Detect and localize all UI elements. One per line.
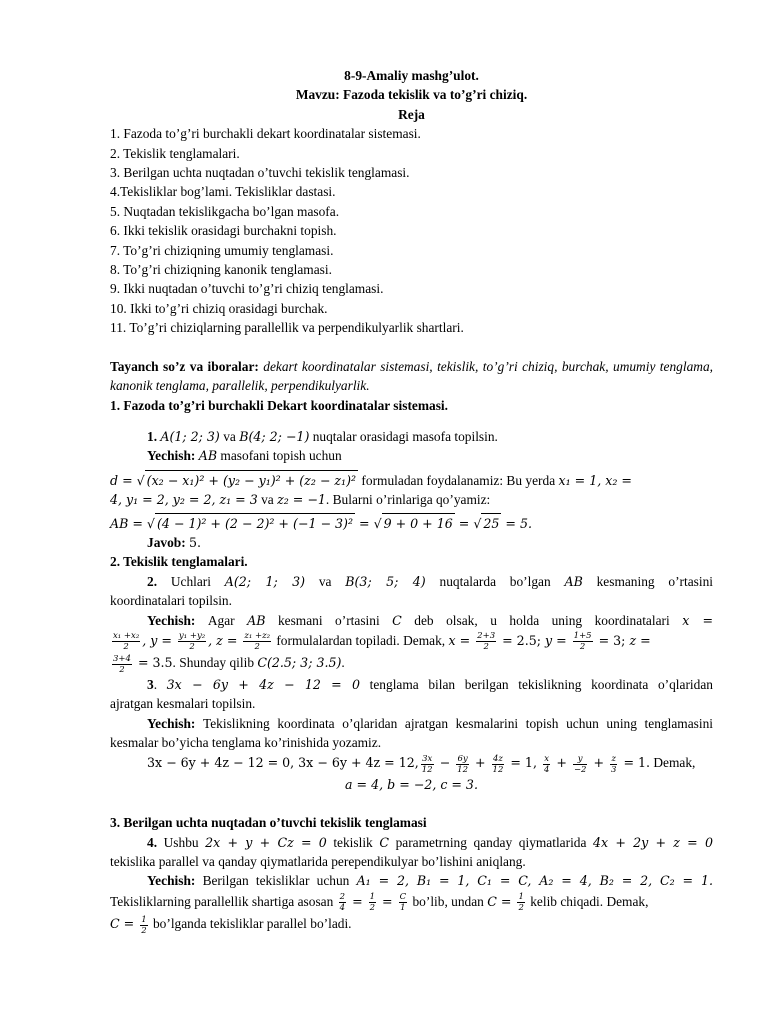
math: = 1, [506, 755, 541, 771]
fraction-denominator: −2 [573, 764, 587, 775]
solution-label: Yechish: [147, 448, 199, 464]
plan-item: 11. To’g’ri chiziqlarning parallellik va perpendikulyarlik shartlari. [110, 320, 464, 336]
math: = [454, 515, 474, 531]
fraction-numerator: 2+3 [477, 631, 496, 642]
math: A₁ = 2, B₁ = 1, C₁ = C, A₂ = 4, B₂ = 2, C₂ = 1. [356, 873, 713, 889]
math: x = [448, 632, 475, 648]
text: nuqtalar orasidagi masofa topilsin. [309, 428, 498, 444]
keywords-label: Tayanch so’z va iboralar: [110, 358, 259, 374]
math: 3x − 6y + 4z − 12 = 0, 3x − 6y + 4z = 12, [147, 755, 419, 771]
fraction-denominator: 1 [400, 903, 406, 914]
fraction [339, 892, 346, 913]
solution-1 [110, 446, 713, 465]
problem-2 [110, 572, 713, 591]
math: = [378, 893, 397, 909]
math: , y = [142, 632, 176, 648]
fraction-denominator: 2 [518, 903, 524, 914]
text: parametrning qanday qiymatlarida [388, 834, 594, 850]
intercept-equation [110, 752, 713, 774]
doc-title: 8-9-Amaliy mashg’ulot. [344, 68, 479, 83]
text: va [257, 492, 278, 508]
fraction-numerator: C [399, 892, 407, 903]
text: bo’lib, undan [409, 893, 488, 909]
math: = 1. [619, 755, 651, 771]
fraction [476, 631, 496, 652]
math: 2x + y + Cz = 0 [205, 834, 327, 850]
math: 4, y₁ = 2, y₂ = 2, z₁ = 3 [110, 492, 258, 508]
fraction-denominator: 12 [421, 764, 433, 775]
math: A(2; 1; 3) [224, 573, 306, 589]
answer-1 [110, 533, 713, 552]
text: Uchlari [170, 573, 225, 589]
math: C = [110, 916, 139, 932]
plan-item: 7. To’g’ri chiziqning umumiy tenglamasi. [110, 242, 334, 258]
math: AB [247, 612, 266, 628]
text: tenglama bilan berilgan tekislikning koordinata o’qlaridan [360, 676, 713, 692]
fraction-denominator: 12 [492, 764, 504, 775]
problem-2-cont: koordinatalari topilsin. [110, 593, 232, 609]
math: z₂ = −1 [277, 492, 326, 508]
fraction-numerator: 1 [518, 892, 524, 903]
fraction-numerator: y₁ +y₂ [178, 631, 206, 642]
plan-label: Reja [398, 106, 425, 122]
math: + [589, 755, 609, 771]
text: . Shunday qilib [172, 655, 258, 671]
math: = 3; [594, 632, 630, 648]
fraction [369, 892, 376, 913]
text: . Bularni o’rinlariga qo’yamiz: [325, 492, 491, 508]
fraction-denominator: 4 [339, 903, 346, 914]
math: + [470, 755, 490, 771]
problem-3 [110, 675, 713, 694]
fraction-denominator: 4 [543, 764, 550, 775]
text: kesmaning o’rtasini [582, 573, 714, 589]
midpoint-formulas [110, 630, 713, 652]
text: Tekisliklarning parallellik shartiga asosan [110, 893, 337, 909]
fraction-numerator: z₁ +z₂ [244, 631, 270, 642]
math: x₁ = 1, x₂ = [558, 472, 632, 488]
fraction [517, 892, 524, 913]
text: . [341, 655, 345, 671]
sqrt-expression: (4 − 1)² + (2 − 2)² + (−1 − 3)² [155, 513, 355, 533]
intercept-values [110, 775, 713, 794]
math: , z = [208, 632, 242, 648]
text: Demak, [650, 755, 696, 771]
fraction-numerator: 6y [457, 753, 468, 764]
math: y = [544, 632, 571, 648]
doc-subject: Mavzu: Fazoda tekislik va to’g’ri chiziq. [295, 87, 528, 103]
keywords-text: dekart koordinatalar sistemasi, tekislik, to’g’ri chiziq, burchak, umumiy tenglama, kanonik tenglama, parallelik, perpendikulyarlik. [110, 358, 713, 394]
math: AB = [110, 515, 147, 531]
fraction [610, 754, 617, 775]
text: formulalardan topiladi. Demak, [272, 632, 449, 648]
section-heading: 3. Berilgan uchta nuqtadan o’tuvchi tekislik tenglamasi [110, 815, 427, 831]
math: C = [487, 893, 516, 909]
text: Agar [207, 612, 248, 628]
fraction [543, 754, 550, 775]
fraction-denominator: 3 [611, 764, 617, 775]
fraction-numerator: x [544, 753, 550, 764]
plan-item: 6. Ikki tekislik orasidagi burchakni topish. [110, 223, 337, 239]
solution-label: Yechish: [147, 715, 203, 731]
midpoint-result [110, 652, 713, 674]
problem-4 [110, 833, 713, 852]
answer-value: 5. [189, 534, 202, 550]
solution-label: Yechish: [147, 612, 208, 628]
fraction [573, 754, 588, 775]
solution-4 [110, 871, 713, 890]
plan-item: 4.Tekisliklar bog’lami. Tekisliklar dastasi. [110, 184, 336, 200]
fraction [456, 754, 469, 775]
math: − [435, 755, 455, 771]
fraction-denominator: 2 [123, 642, 129, 653]
math: AB [198, 448, 218, 464]
math: B(4; 2; −1) [239, 428, 310, 444]
text: deb olsak, u holda uning koordinatalari [401, 612, 683, 628]
text: tekislik [326, 834, 380, 850]
math: = 5. [501, 515, 532, 531]
math: d = [110, 472, 137, 488]
text: masofani topish uchun [217, 448, 342, 464]
math: + [552, 755, 571, 771]
problem-number: 4. [147, 834, 164, 850]
fraction-denominator: 2 [141, 925, 147, 936]
solution-2 [110, 611, 713, 630]
math: 4x + 2y + z = 0 [593, 834, 713, 850]
text: Berilgan tekisliklar uchun [202, 873, 357, 889]
fraction-numerator: 1 [141, 914, 147, 925]
sqrt-expression: 25 [481, 513, 501, 533]
plan-list [110, 124, 713, 337]
fraction [112, 654, 132, 675]
solution-3 [110, 714, 713, 753]
problem-number: 2. [147, 573, 171, 589]
text: Ushbu [163, 834, 206, 850]
solution-label: Yechish: [147, 873, 203, 889]
math: C [379, 834, 389, 850]
text: Tekislikning koordinata o’qlaridan ajratgan kesmalarini topish uchun uning tenglamasini kesmalar bo’yicha tenglama ko’rinishida yozamiz. [110, 715, 713, 751]
math: C(2.5; 3; 3.5) [257, 655, 342, 671]
fraction [421, 754, 434, 775]
section-heading: 1. Fazoda to’g’ri burchakli Dekart koordinatalar sistemasi. [110, 397, 448, 413]
fraction [243, 631, 271, 652]
text: formuladan foydalanamiz: Bu yerda [358, 472, 559, 488]
fraction-numerator: z [611, 753, 616, 764]
text: va [219, 428, 240, 444]
plan-item: 8. To’g’ri chiziqning kanonik tenglamasi. [110, 262, 332, 278]
fraction-denominator: 2 [483, 642, 489, 653]
plan-item: 1. Fazoda to’g’ri burchakli dekart koordinatalar sistemasi. [110, 126, 421, 142]
text: kelib chiqadi. Demak, [526, 893, 649, 909]
math: B(3; 5; 4) [345, 573, 426, 589]
fraction-numerator: 4z [493, 753, 503, 764]
fraction [112, 631, 140, 652]
fraction-numerator: 1 [369, 892, 376, 903]
fraction [492, 754, 505, 775]
ab-computation: AB = √ (4 − 1)² + (2 − 2)² + (−1 − 3)² = √ 9 + 0 + 16 = √ 25 = 5. [110, 513, 713, 533]
fraction [140, 915, 147, 936]
text: va [305, 573, 346, 589]
keywords-paragraph [110, 357, 713, 396]
fraction-numerator: 3+4 [113, 653, 131, 664]
plan-item: 9. Ikki nuqtadan o’tuvchi to’g’ri chiziq tenglamasi. [110, 281, 384, 297]
plan-item: 10. Ikki to’g’ri chiziq orasidagi burchak. [110, 300, 328, 316]
math: = 3.5 [133, 655, 173, 671]
fraction-numerator: 3x [422, 753, 433, 764]
math: AB [564, 573, 583, 589]
plan-item: 5. Nuqtadan tekislikgacha bo’lgan masofa. [110, 203, 340, 219]
section-heading: 2. Tekislik tenglamalari. [110, 554, 248, 570]
sqrt-expression: (x₂ − x₁)² + (y₂ − y₁)² + (z₂ − z₁)² [145, 470, 358, 490]
fraction-denominator: 2 [369, 903, 376, 914]
math: = 2.5; [498, 632, 545, 648]
math: = [355, 515, 374, 531]
fraction-numerator: 2 [339, 892, 346, 903]
problem-1 [110, 427, 713, 446]
parallel-condition [110, 891, 713, 913]
fraction-denominator: 2 [189, 642, 195, 653]
sqrt-expression: 9 + 0 + 16 [382, 513, 455, 533]
math: x = [682, 612, 713, 628]
problem-4-cont: tekislika parallel va qanday qiymatlarida perependikulyar bo’lishini aniqlang. [110, 854, 526, 870]
text: . [153, 676, 167, 692]
fraction-numerator: x₁ +x₂ [113, 631, 140, 642]
plan-item: 2. Tekislik tenglamalari. [110, 145, 240, 161]
fraction-numerator: 1+5 [573, 631, 592, 642]
answer-label: Javob: [147, 534, 190, 550]
formula-line: d = √ (x₂ − x₁)² + (y₂ − y₁)² + (z₂ − z₁)² formuladan foydalanamiz: Bu yerda x₁ = 1, x₂ = [110, 470, 713, 490]
fraction [178, 631, 206, 652]
fraction-denominator: 2 [254, 642, 260, 653]
fraction-numerator: y [573, 754, 588, 765]
math: = [348, 893, 367, 909]
plan-item: 3. Berilgan uchta nuqtadan o’tuvchi tekislik tenglamasi. [110, 165, 410, 181]
text: nuqtalarda bo’lgan [425, 573, 565, 589]
values-line [110, 490, 713, 509]
problem-number: 3 [147, 676, 154, 692]
math: 3x − 6y + 4z − 12 = 0 [166, 676, 361, 692]
text: kesmani o’rtasini [265, 612, 393, 628]
problem-3-cont: ajratgan kesmalari topilsin. [110, 696, 256, 712]
fraction [399, 892, 408, 913]
text: bo’lganda tekisliklar parallel bo’ladi. [149, 916, 352, 932]
math: C [392, 612, 402, 628]
fraction-denominator: 2 [119, 664, 125, 675]
parallel-result [110, 913, 713, 935]
fraction-denominator: 2 [579, 642, 586, 653]
fraction [573, 631, 593, 652]
math: a = 4, b = −2, c = 3. [345, 776, 478, 792]
math: A(1; 2; 3) [160, 428, 220, 444]
fraction-denominator: 12 [457, 764, 468, 775]
math: z = [629, 632, 651, 648]
problem-number: 1. [147, 428, 161, 444]
